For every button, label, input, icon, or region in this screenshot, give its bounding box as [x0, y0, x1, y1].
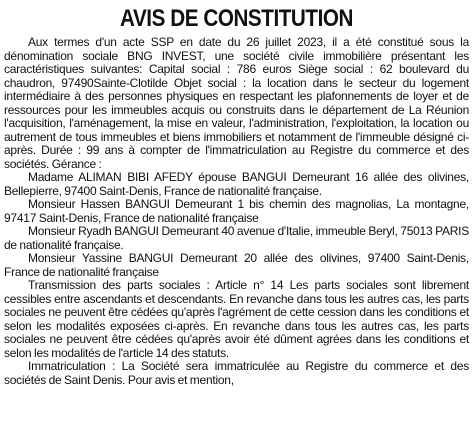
paragraph-constitution: Aux termes d'un acte SSP en date du 26 juillet 2023, il a été constitué sous la dénomination sociale BNG INVEST, une société civile immobilière présentant les caractéristiques suivantes: Capital social : 786 euros Siège social : 62 boulevard du chaudron, 97490Sainte-Clotilde Objet social : la location dans le secteur du logement intermédiaire à des personnes physiques en respectant les plafonnements de loyer et de ressources pour les immeubles acquis ou construits dans le département de La Réunion l'acquisition, l'aménagement, la mise en valeur, l'administration, l'exploitation, la location ou autrement de tous immeubles et biens immobiliers et notamment de l'immeuble désigné ci-après. Durée : 99 ans à compter de l'immatriculation au Registre du commerce et des sociétés. Gérance : [4, 35, 469, 171]
paragraph-manager-hassen: Monsieur Hassen BANGUI Demeurant 1 bis chemin des magnolias, La montagne, 97417 Saint-Denis, France de nationalité française [4, 197, 469, 225]
paragraph-manager-yassine: Monsieur Yassine BANGUI Demeurant 20 allée des olivines, 97400 Saint-Denis, France de nationalité française [4, 251, 469, 279]
notice-body [4, 36, 469, 387]
paragraph-share-transfer: Transmission des parts sociales : Article n° 14 Les parts sociales sont librement cessibles entre ascendants et descendants. En revanche dans tous les autres cas, les parts sociales ne peuvent être cédées qu'après l'agrément de cette cession dans les conditions et selon les modalités exposées ci-après. En revanche dans tous les autres cas, les parts sociales ne peuvent être cédées qu'après avoir été dûment agrées dans les conditions et selon les modalités de l'article 14 des statuts. [4, 278, 469, 360]
legal-notice [4, 0, 469, 387]
paragraph-manager-aliman: Madame ALIMAN BIBI AFEDY épouse BANGUI Demeurant 16 allée des olivines, Bellepierre, 97400 Saint-Denis, France de nationalité française. [4, 170, 469, 198]
notice-title: AVIS DE CONSTITUTION [120, 5, 353, 32]
paragraph-manager-ryadh: Monsieur Ryadh BANGUI Demeurant 40 avenue d'Italie, immeuble Beryl, 75013 PARIS de nationalité française. [4, 224, 469, 252]
paragraph-registration: Immatriculation : La Société sera immatriculée au Registre du commerce et des sociétés de Saint Denis. Pour avis et mention, [4, 359, 469, 387]
